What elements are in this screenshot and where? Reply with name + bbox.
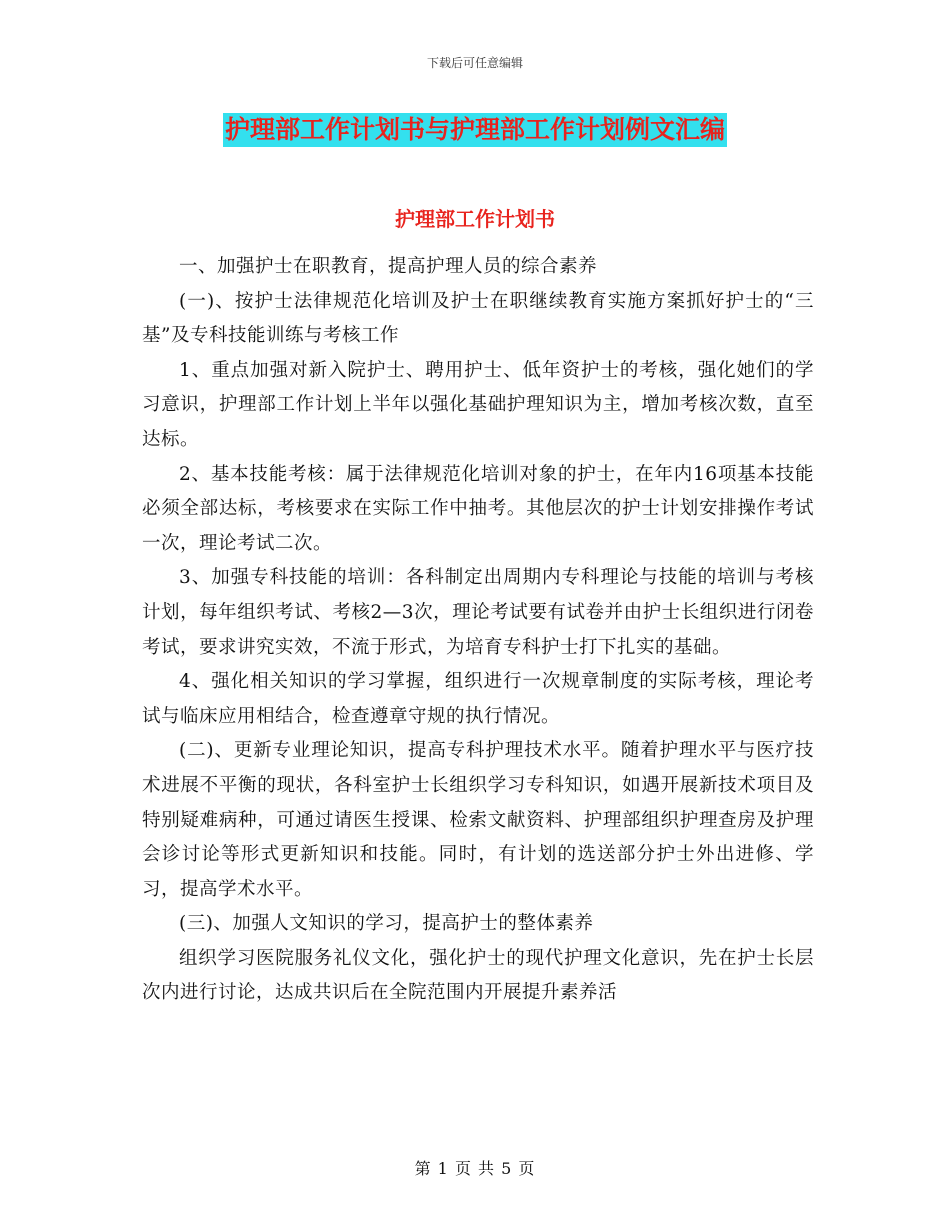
paragraph: 一、加强护士在职教育，提高护理人员的综合素养 <box>179 256 598 277</box>
section-title: 护理部工作计划书 <box>395 207 555 231</box>
paragraph: 1、重点加强对新入院护士、聘用护士、低年资护士的考核，强化她们的学习意识，护理部工作计划上半年以强化基础护理知识为主，增加考核次数，直至达标。 <box>142 359 814 450</box>
document-body <box>142 250 814 1011</box>
header-note: 下载后可任意编辑 <box>426 56 523 70</box>
paragraph: 4、强化相关知识的学习掌握，组织进行一次规章制度的实际考核，理论考试与临床应用相结合，检查遵章守规的执行情况。 <box>142 671 814 727</box>
paragraph: 2、基本技能考核：属于法律规范化培训对象的护士，在年内16项基本技能必须全部达标，考核要求在实际工作中抽考。其他层次的护士计划安排操作考试一次，理论考试二次。 <box>142 463 814 554</box>
paragraph: (一)、按护士法律规范化培训及护士在职继续教育实施方案抓好护士的“三基”及专科技能训练与考核工作 <box>142 290 814 347</box>
paragraph: (三)、加强人文知识的学习，提高护士的整体素养 <box>179 913 594 935</box>
main-title-wrapper <box>0 113 950 147</box>
paragraph: 3、加强专科技能的培训：各科制定出周期内专科理论与技能的培训与考核计划，每年组织考试、考核2—3次，理论考试要有试卷并由护士长组织进行闭卷考试，要求讲究实效，不流于形式，为培育专科护士打下扎实的基础。 <box>142 567 814 658</box>
paragraph: (二)、更新专业理论知识，提高专科护理技术水平。随着护理水平与医疗技术进展不平衡的现状，各科室护士长组织学习专科知识，如遇开展新技术项目及特别疑难病种，可通过请医生授课、检索文献资料、护理部组织护理查房及护理会诊讨论等形式更新知识和技能。同时，有计划的选送部分护士外出进修、学习，提高学术水平。 <box>142 740 814 900</box>
main-title: 护理部工作计划书与护理部工作计划例文汇编 <box>223 113 727 147</box>
page-footer: 第 1 页 共 5 页 <box>414 1159 536 1178</box>
paragraph: 组织学习医院服务礼仪文化，强化护士的现代护理文化意识，先在护士长层次内进行讨论，达成共识后在全院范围内开展提升素养活 <box>142 947 814 1004</box>
